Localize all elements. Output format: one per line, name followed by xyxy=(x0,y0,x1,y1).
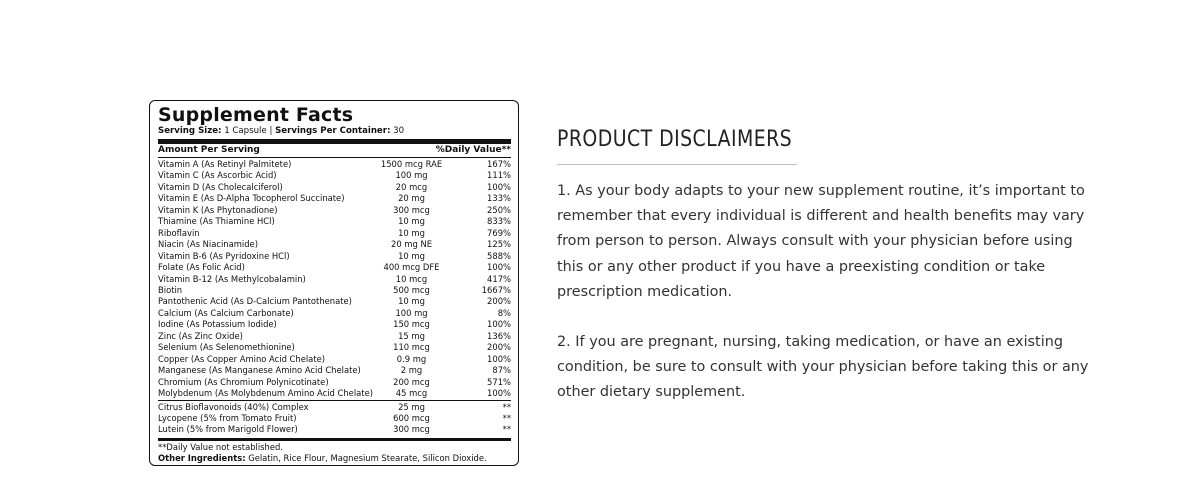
nutrient-row xyxy=(158,365,511,376)
nutrient-name: Vitamin C (As Ascorbic Acid) xyxy=(158,170,277,181)
nutrient-daily-value: 200% xyxy=(487,296,511,307)
nutrient-row xyxy=(158,159,511,170)
nutrient-amount: 300 mcg xyxy=(393,424,430,435)
nutrient-name: Vitamin D (As Cholecalciferol) xyxy=(158,181,283,192)
nutrient-name: Selenium (As Selenomethionine) xyxy=(158,342,295,353)
column-header-row xyxy=(158,144,511,157)
nutrient-name: Biotin xyxy=(158,284,183,295)
nutrient-name: Molybdenum (As Molybdenum Amino Acid Chelate) xyxy=(158,388,374,399)
servings-per-container-value: 30 xyxy=(390,126,405,136)
nutrient-row xyxy=(158,342,511,353)
nutrient-name: Citrus Bioflavonoids (40%) Complex xyxy=(158,401,309,412)
nutrient-name: Iodine (As Potassium Iodide) xyxy=(158,319,277,330)
other-nutrient-row xyxy=(158,413,511,424)
nutrient-daily-value: 769% xyxy=(487,227,511,238)
nutrient-row xyxy=(158,285,511,296)
nutrient-name: Vitamin K (As Phytonadione) xyxy=(158,204,278,215)
nutrient-daily-value: 200% xyxy=(487,342,511,353)
nutrient-daily-value: 125% xyxy=(487,239,511,250)
nutrient-amount: 2 mg xyxy=(400,365,423,376)
nutrient-name: Chromium (As Chromium Polynicotinate) xyxy=(158,376,329,387)
nutrient-amount: 20 mg NE xyxy=(390,239,432,250)
nutrient-amount: 100 mg xyxy=(395,170,428,181)
nutrient-daily-value: 136% xyxy=(487,330,511,341)
servings-per-container-label: Servings Per Container: xyxy=(275,126,391,136)
nutrient-amount: 15 mg xyxy=(398,330,425,341)
nutrient-name: Calcium (As Calcium Carbonate) xyxy=(158,307,294,318)
nutrient-name: Vitamin E (As D-Alpha Tocopherol Succinate) xyxy=(158,193,345,204)
label-title: Supplement Facts xyxy=(158,104,354,126)
nutrient-row xyxy=(158,296,511,307)
nutrient-name: Riboflavin xyxy=(158,227,200,238)
other-nutrient-row xyxy=(158,402,511,413)
nutrient-row xyxy=(158,308,511,319)
nutrient-row xyxy=(158,274,511,285)
nutrient-amount: 20 mcg xyxy=(395,181,428,192)
nutrient-row xyxy=(158,193,511,204)
nutrient-amount: 150 mcg xyxy=(393,319,430,330)
nutrient-name: Vitamin B-6 (As Pyridoxine HCl) xyxy=(158,250,290,261)
nutrient-daily-value: 100% xyxy=(487,353,511,364)
nutrient-daily-value: 833% xyxy=(487,216,511,227)
nutrient-row xyxy=(158,354,511,365)
nutrient-row xyxy=(158,205,511,216)
nutrient-name: Copper (As Copper Amino Acid Chelate) xyxy=(158,353,326,364)
nutrient-row xyxy=(158,170,511,181)
nutrient-daily-value: 100% xyxy=(487,262,511,273)
nutrient-amount: 45 mcg xyxy=(395,388,428,399)
nutrient-amount: 10 mg xyxy=(398,227,425,238)
nutrient-name: Lycopene (5% from Tomato Fruit) xyxy=(158,412,297,423)
nutrient-row xyxy=(158,388,511,399)
supplement-facts-label xyxy=(149,100,519,466)
nutrient-row xyxy=(158,262,511,273)
nutrient-amount: 400 mcg DFE xyxy=(383,262,440,273)
nutrient-name: Vitamin B-12 (As Methylcobalamin) xyxy=(158,273,306,284)
nutrient-row xyxy=(158,182,511,193)
nutrient-daily-value: 250% xyxy=(487,204,511,215)
nutrient-daily-value: 571% xyxy=(487,376,511,387)
nutrient-amount: 100 mg xyxy=(395,307,428,318)
nutrient-name: Vitamin A (As Retinyl Palmitete) xyxy=(158,159,292,169)
daily-value-header: %Daily Value** xyxy=(435,145,511,155)
serving-info xyxy=(158,126,511,137)
nutrient-row xyxy=(158,239,511,250)
nutrient-name: Niacin (As Niacinamide) xyxy=(158,239,258,250)
nutrient-daily-value: 133% xyxy=(487,193,511,204)
other-nutrient-row xyxy=(158,424,511,435)
nutrient-daily-value: 417% xyxy=(487,273,511,284)
nutrient-name: Lutein (5% from Marigold Flower) xyxy=(158,424,298,435)
footnote: **Daily Value not established. xyxy=(158,441,283,452)
nutrient-row xyxy=(158,216,511,227)
disclaimers-divider xyxy=(557,164,797,165)
nutrient-name: Manganese (As Manganese Amino Acid Chelate) xyxy=(158,365,361,376)
disclaimers-title: PRODUCT DISCLAIMERS xyxy=(557,127,793,152)
nutrient-name: Folate (As Folic Acid) xyxy=(158,262,245,273)
nutrient-amount: 10 mg xyxy=(398,296,425,307)
nutrient-daily-value: ** xyxy=(502,412,511,423)
nutrient-amount: 300 mcg xyxy=(393,204,430,215)
nutrient-amount: 500 mcg xyxy=(393,284,430,295)
disclaimer-paragraph-2: 2. If you are pregnant, nursing, taking medication, or have an existing condition, be sure to consult with your physician before taking this or any other dietary supplement. xyxy=(557,334,1089,401)
disclaimer-paragraph-1: 1. As your body adapts to your new supplement routine, it’s important to remember that every individual is different and health benefits may vary from person to person. Always consult with your physician before using this or any other product if you have a preexisting condition or take prescription medication. xyxy=(557,183,1085,300)
nutrient-amount: 0.9 mg xyxy=(396,353,427,364)
nutrient-amount: 10 mcg xyxy=(395,273,428,284)
nutrient-amount: 600 mcg xyxy=(393,412,430,423)
nutrient-name: Thiamine (As Thiamine HCl) xyxy=(158,216,275,227)
nutrient-daily-value: ** xyxy=(502,424,511,435)
other-ingredients xyxy=(158,452,511,464)
nutrient-row xyxy=(158,319,511,330)
other-ingredients-value: Gelatin, Rice Flour, Magnesium Stearate, Silicon Dioxide. xyxy=(245,453,487,464)
nutrient-row xyxy=(158,377,511,388)
nutrient-name: Pantothenic Acid (As D-Calcium Pantothenate) xyxy=(158,296,352,307)
nutrient-amount: 20 mg xyxy=(398,193,425,204)
nutrient-amount: 110 mcg xyxy=(393,342,430,353)
nutrient-amount: 1500 mcg RAE xyxy=(380,159,443,169)
nutrient-daily-value: 111% xyxy=(487,170,511,181)
serving-size-value: 1 Capsule | xyxy=(221,126,276,136)
serving-size-label: Serving Size: xyxy=(158,126,222,136)
nutrient-daily-value: ** xyxy=(502,401,511,412)
nutrient-row xyxy=(158,251,511,262)
nutrient-daily-value: 167% xyxy=(487,159,511,169)
nutrient-row xyxy=(158,331,511,342)
nutrient-daily-value: 8% xyxy=(497,307,511,318)
nutrient-name: Zinc (As Zinc Oxide) xyxy=(158,330,243,341)
nutrient-daily-value: 100% xyxy=(487,319,511,330)
nutrient-row xyxy=(158,228,511,239)
nutrient-daily-value: 588% xyxy=(487,250,511,261)
amount-per-serving-header: Amount Per Serving xyxy=(158,145,260,155)
other-nutrient-list xyxy=(158,401,511,436)
nutrient-amount: 25 mg xyxy=(398,401,425,412)
nutrient-list xyxy=(158,158,511,400)
nutrient-daily-value: 87% xyxy=(492,365,511,376)
other-ingredients-label: Other Ingredients: xyxy=(158,453,246,464)
nutrient-daily-value: 100% xyxy=(487,181,511,192)
nutrient-amount: 200 mcg xyxy=(393,376,430,387)
nutrient-amount: 10 mg xyxy=(398,250,425,261)
nutrient-daily-value: 100% xyxy=(487,388,511,399)
nutrient-amount: 10 mg xyxy=(398,216,425,227)
nutrient-daily-value: 1667% xyxy=(481,284,511,295)
